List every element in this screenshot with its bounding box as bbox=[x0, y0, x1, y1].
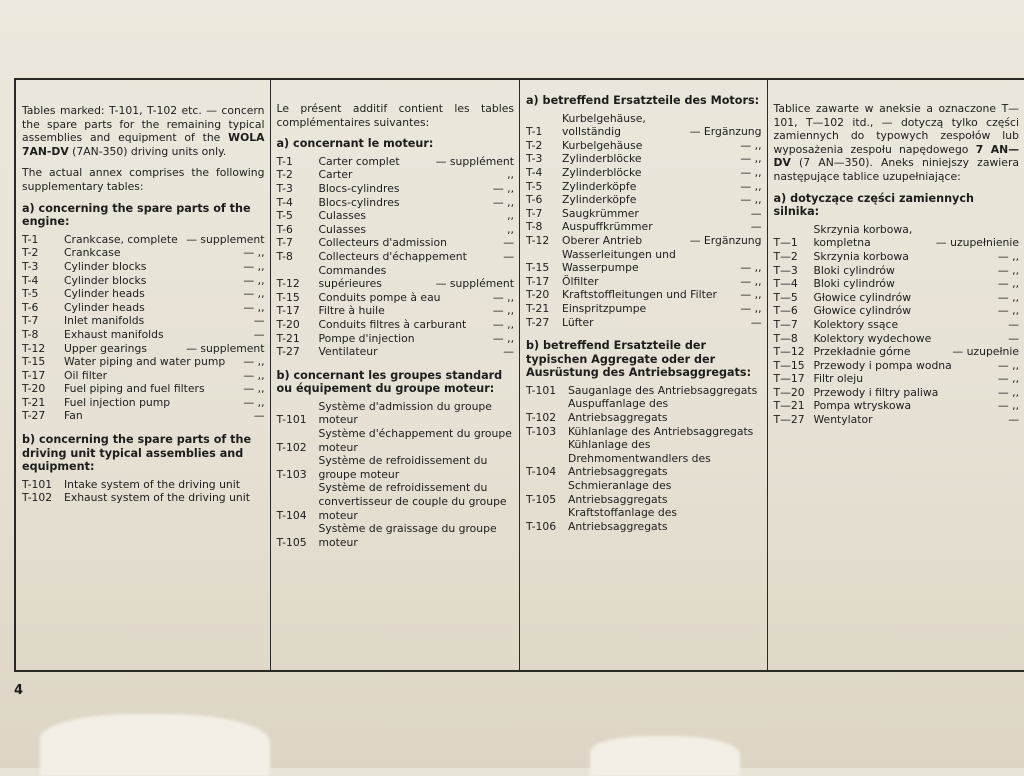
table-code: T-15 bbox=[22, 355, 46, 369]
table-row bbox=[526, 139, 762, 153]
table-code: T—12 bbox=[773, 345, 805, 359]
table-code: T-6 bbox=[22, 300, 39, 314]
english-intro: Tables marked: T-101, T-102 etc. — concern the spare parts for the remaining typical assemblies and equipment of the WOLA 7AN-DV (7AN-350) driving units only. bbox=[22, 104, 265, 158]
table-row bbox=[22, 301, 265, 315]
table-code: T—17 bbox=[773, 372, 805, 386]
supplement-mark: — uzupełnienie bbox=[935, 236, 1019, 250]
table-code: T-8 bbox=[276, 249, 293, 263]
part-name: Kolektory wydechowe bbox=[813, 331, 932, 345]
german-heading-engine: a) betreffend Ersatzteile des Motors: bbox=[526, 94, 760, 107]
supplement-mark: — ,, bbox=[997, 290, 1019, 304]
table-code: T-1 bbox=[22, 232, 39, 246]
table-row bbox=[22, 233, 265, 247]
german-heading-aggregates: b) betreffend Ersatzteile der typischen Aggregate oder der Ausrüstung des Antriebsaggregats: bbox=[526, 339, 752, 380]
french-groups-list bbox=[277, 400, 515, 550]
table-row bbox=[277, 236, 515, 250]
table-code: T-1 bbox=[276, 154, 293, 168]
french-column bbox=[270, 80, 520, 670]
part-name: Kühlanlage des Antriebsaggregats bbox=[568, 424, 754, 438]
table-code: T-2 bbox=[22, 246, 39, 260]
table-code: T-20 bbox=[22, 382, 46, 396]
table-code: T-15 bbox=[526, 261, 550, 275]
supplement-mark: — ,, bbox=[740, 288, 762, 302]
supplement-mark: — ,, bbox=[997, 304, 1019, 318]
table-code: T—7 bbox=[773, 317, 798, 331]
table-code: T—3 bbox=[773, 263, 798, 277]
part-name: Przewody i pompa wodna bbox=[813, 358, 952, 372]
part-name: Conduits filtres à carburant bbox=[318, 317, 467, 331]
table-row bbox=[774, 291, 1019, 305]
table-code: T-104 bbox=[276, 508, 307, 522]
part-name: Przekładnie górne bbox=[813, 345, 911, 359]
supplement-mark: — ,, bbox=[492, 181, 514, 195]
table-code: T-17 bbox=[276, 304, 300, 318]
part-name: Głowice cylindrów bbox=[813, 290, 912, 304]
table-code: T-12 bbox=[526, 233, 550, 247]
supplement-mark: ,, bbox=[507, 209, 514, 223]
table-row bbox=[774, 386, 1019, 400]
supplement-mark: — bbox=[503, 236, 514, 250]
part-name: Upper gearings bbox=[64, 341, 147, 355]
table-row bbox=[22, 491, 265, 505]
part-name: Oberer Antrieb bbox=[562, 233, 643, 247]
table-row bbox=[22, 287, 265, 301]
supplement-mark: — bbox=[1008, 413, 1019, 427]
table-code: T-101 bbox=[22, 477, 53, 491]
part-name: Système d'admission du groupe moteur bbox=[318, 399, 492, 427]
table-code: T—2 bbox=[773, 249, 798, 263]
part-name: Exhaust manifolds bbox=[64, 327, 164, 341]
table-code: T-4 bbox=[276, 195, 293, 209]
table-code: T-3 bbox=[526, 152, 543, 166]
french-intro: Le présent additif contient les tables complémentaires suivantes: bbox=[276, 102, 514, 129]
table-code: T-8 bbox=[22, 327, 39, 341]
supplement-mark: ,, bbox=[507, 168, 514, 182]
part-name: Inlet manifolds bbox=[64, 314, 145, 328]
table-row bbox=[22, 274, 265, 288]
table-row bbox=[526, 506, 762, 533]
supplement-mark: — ,, bbox=[740, 301, 762, 315]
part-name: Fuel injection pump bbox=[64, 395, 171, 409]
table-code: T-20 bbox=[526, 288, 550, 302]
supplement-mark: — ,, bbox=[492, 195, 514, 209]
part-name: Saugkrümmer bbox=[562, 206, 639, 220]
supplement-mark: ,, bbox=[507, 222, 514, 236]
supplement-mark: — ,, bbox=[997, 399, 1019, 413]
table-code: T-2 bbox=[276, 168, 293, 182]
table-code: T-5 bbox=[22, 287, 39, 301]
supplement-mark: — ,, bbox=[997, 277, 1019, 291]
part-name: Kurbelgehäuse bbox=[562, 138, 643, 152]
part-name: Système d'échappement du groupe moteur bbox=[318, 427, 512, 454]
part-name: Kolektory ssące bbox=[813, 317, 899, 331]
table-row bbox=[526, 384, 762, 398]
supplement-mark: — bbox=[750, 206, 762, 220]
table-row bbox=[774, 413, 1019, 427]
supplement-mark: — ,, bbox=[243, 246, 265, 260]
part-name: Cylinder blocks bbox=[64, 259, 147, 273]
english-driving-unit-list bbox=[22, 478, 265, 505]
table-row bbox=[526, 234, 762, 248]
table-code: T-6 bbox=[276, 222, 293, 236]
part-name: Oil filter bbox=[64, 368, 108, 382]
table-code: T-102 bbox=[526, 411, 557, 425]
supplement-mark: — bbox=[1008, 317, 1019, 331]
supplement-mark: — Ergänzung bbox=[689, 233, 762, 247]
table-code: T-17 bbox=[22, 368, 46, 382]
table-row bbox=[774, 318, 1019, 332]
table-row bbox=[526, 166, 762, 180]
table-code: T—27 bbox=[773, 413, 805, 427]
english-heading-engine: a) concerning the spare parts of the engine: bbox=[22, 201, 251, 229]
table-row bbox=[774, 277, 1019, 291]
part-name: Exhaust system of the driving unit bbox=[64, 491, 250, 505]
part-name: Cylinder blocks bbox=[64, 273, 147, 287]
table-row bbox=[526, 302, 762, 316]
supplement-mark: — ,, bbox=[492, 290, 514, 304]
supplement-mark: — Ergänzung bbox=[689, 125, 762, 139]
supplement-mark: — bbox=[503, 345, 514, 359]
french-engine-list bbox=[277, 155, 515, 359]
table-code: T—1 bbox=[773, 236, 798, 250]
part-name: Pompa wtryskowa bbox=[813, 399, 912, 413]
supplement-mark: — supplement bbox=[186, 232, 265, 246]
table-row bbox=[22, 409, 265, 423]
table-row bbox=[526, 425, 762, 439]
part-name: Wasserleitungen und Wasserpumpe bbox=[562, 247, 676, 275]
table-code: T-15 bbox=[276, 290, 300, 304]
english-heading-driving-unit: b) concerning the spare parts of the driving unit typical assemblies and equipment: bbox=[22, 433, 252, 474]
table-row bbox=[277, 155, 515, 169]
table-code: T—6 bbox=[773, 304, 798, 318]
german-column bbox=[519, 80, 767, 670]
part-name: Commandes supérieures bbox=[318, 263, 387, 291]
supplement-mark: — bbox=[253, 327, 265, 341]
table-code: T—8 bbox=[773, 331, 798, 345]
table-row bbox=[22, 314, 265, 328]
table-row bbox=[277, 291, 515, 305]
table-row bbox=[526, 207, 762, 221]
english-intro-2: The actual annex comprises the following supplementary tables: bbox=[22, 166, 265, 193]
table-row bbox=[277, 481, 515, 522]
supplement-mark: — ,, bbox=[243, 355, 265, 369]
table-row bbox=[774, 345, 1019, 359]
supplement-mark: — ,, bbox=[492, 304, 514, 318]
part-name: Filtre à huile bbox=[318, 304, 385, 318]
part-name: Conduits pompe à eau bbox=[318, 290, 441, 304]
supplement-mark: — ,, bbox=[243, 368, 265, 382]
part-name: Crankcase, complete bbox=[64, 232, 178, 246]
part-name: Einspritzpumpe bbox=[562, 301, 647, 315]
table-row bbox=[526, 397, 762, 424]
table-code: T-7 bbox=[276, 236, 293, 250]
polish-intro: Tablice zawarte w aneksie a oznaczone T—101, T—102 itd., — dotyczą tylko części zamiennych do typowych zespołów lub wyposażenia zespołu napędowego 7 AN—DV (7 AN—350). Aneks niniejszy zawiera następujące tablice uzupełniające: bbox=[773, 102, 1019, 183]
table-code: T-21 bbox=[526, 301, 550, 315]
part-name: Système de refroidissement du groupe moteur bbox=[318, 454, 488, 481]
supplement-mark: — ,, bbox=[740, 193, 762, 207]
part-name: Crankcase bbox=[64, 246, 121, 260]
table-code: T-27 bbox=[276, 345, 300, 359]
table-code: T-101 bbox=[526, 383, 557, 397]
polish-column bbox=[767, 80, 1024, 670]
table-row bbox=[526, 275, 762, 289]
table-row bbox=[774, 250, 1019, 264]
table-code: T-102 bbox=[22, 491, 53, 505]
table-code: T-20 bbox=[276, 317, 300, 331]
table-code: T—20 bbox=[773, 385, 805, 399]
table-code: T-103 bbox=[276, 467, 307, 481]
part-name: Cylinder heads bbox=[64, 287, 145, 301]
part-name: Fan bbox=[64, 409, 83, 423]
supplement-mark: — ,, bbox=[740, 165, 762, 179]
supplement-mark: — ,, bbox=[740, 261, 762, 275]
page-number: 4 bbox=[14, 683, 24, 698]
part-name: Collecteurs d'échappement bbox=[318, 249, 467, 263]
table-code: T-102 bbox=[276, 440, 307, 454]
table-row bbox=[22, 355, 265, 369]
table-code: T—21 bbox=[773, 399, 805, 413]
table-row bbox=[277, 454, 515, 481]
polish-heading-engine: a) dotyczące części zamiennych silnika: bbox=[773, 191, 974, 219]
table-row bbox=[774, 304, 1019, 318]
supplement-mark: — bbox=[1008, 331, 1019, 345]
table-row bbox=[526, 180, 762, 194]
table-code: T-27 bbox=[526, 315, 550, 329]
table-row bbox=[526, 438, 762, 479]
part-name: Blocs-cylindres bbox=[318, 181, 400, 195]
table-code: T-7 bbox=[526, 206, 543, 220]
part-name: Bloki cylindrów bbox=[813, 277, 895, 291]
table-code: T-105 bbox=[526, 492, 557, 506]
part-name: Zylinderblöcke bbox=[562, 165, 642, 179]
table-row bbox=[526, 248, 762, 275]
table-code: T-21 bbox=[276, 331, 300, 345]
table-row bbox=[277, 168, 515, 182]
part-name: Blocs-cylindres bbox=[318, 195, 400, 209]
german-engine-list bbox=[526, 112, 762, 330]
supplement-mark: — ,, bbox=[740, 179, 762, 193]
table-code: T-4 bbox=[22, 273, 39, 287]
part-name: Système de graissage du groupe moteur bbox=[318, 522, 497, 549]
table-code: T-5 bbox=[526, 179, 543, 193]
part-name: Auspuffanlage des Antriebsaggregats bbox=[568, 397, 669, 425]
table-row bbox=[277, 196, 515, 210]
table-row bbox=[277, 182, 515, 196]
supplement-mark: — ,, bbox=[243, 273, 265, 287]
table-row bbox=[526, 112, 762, 139]
table-row bbox=[22, 246, 265, 260]
table-row bbox=[22, 328, 265, 342]
table-row bbox=[774, 372, 1019, 386]
part-name: Ölfilter bbox=[562, 274, 599, 288]
english-column bbox=[16, 80, 270, 670]
table-row bbox=[774, 399, 1019, 413]
part-name: Głowice cylindrów bbox=[813, 304, 912, 318]
part-name: Kurbelgehäuse, vollständig bbox=[562, 111, 646, 139]
table-code: T-7 bbox=[22, 314, 39, 328]
table-code: T-12 bbox=[22, 341, 46, 355]
part-name: Filtr oleju bbox=[813, 372, 864, 386]
table-code: T-5 bbox=[276, 209, 293, 223]
supplement-mark: — ,, bbox=[243, 287, 265, 301]
table-code: T-3 bbox=[22, 259, 39, 273]
supplement-mark: — ,, bbox=[243, 300, 265, 314]
supplement-mark: — bbox=[253, 409, 265, 423]
polish-engine-list bbox=[774, 223, 1019, 427]
table-code: T-3 bbox=[276, 181, 293, 195]
table-row bbox=[526, 193, 762, 207]
table-code: T-105 bbox=[276, 535, 307, 549]
table-row bbox=[22, 342, 265, 356]
table-code: T-103 bbox=[526, 424, 557, 438]
table-row bbox=[277, 250, 515, 264]
part-name: Carter bbox=[318, 168, 353, 182]
table-code: T—5 bbox=[773, 290, 798, 304]
table-code: T-104 bbox=[526, 465, 557, 479]
part-name: Cylinder heads bbox=[64, 300, 145, 314]
table-row bbox=[277, 209, 515, 223]
table-row bbox=[774, 223, 1019, 250]
part-name: Schmieranlage des Antriebsaggregats bbox=[568, 479, 672, 506]
part-name: Bloki cylindrów bbox=[813, 263, 895, 277]
supplement-mark: — ,, bbox=[997, 249, 1019, 263]
french-heading-groups: b) concernant les groupes standard ou équipement du groupe moteur: bbox=[276, 368, 503, 396]
table-code: T-4 bbox=[526, 165, 543, 179]
supplement-mark: — supplement bbox=[186, 341, 265, 355]
table-row bbox=[22, 260, 265, 274]
supplement-mark: — ,, bbox=[997, 263, 1019, 277]
table-row bbox=[526, 152, 762, 166]
table-row bbox=[277, 427, 515, 454]
supplement-mark: — bbox=[253, 314, 265, 328]
table-row bbox=[526, 220, 762, 234]
part-name: Skrzynia korbowa, kompletna bbox=[813, 222, 913, 250]
supplement-mark: — ,, bbox=[997, 385, 1019, 399]
table-code: T-12 bbox=[276, 277, 300, 291]
table-row bbox=[774, 264, 1019, 278]
part-name: Kühlanlage des Drehmomentwandlers des Antriebsaggregats bbox=[568, 438, 711, 479]
table-row bbox=[22, 478, 265, 492]
supplement-mark: — supplément bbox=[435, 277, 514, 291]
supplement-mark: — ,, bbox=[740, 138, 762, 152]
supplement-mark: — ,, bbox=[997, 372, 1019, 386]
table-row bbox=[277, 318, 515, 332]
part-name: Culasses bbox=[318, 222, 367, 236]
part-name: Kraftstoffleitungen und Filter bbox=[562, 288, 717, 302]
english-engine-list bbox=[22, 233, 265, 423]
table-code: T—15 bbox=[773, 358, 805, 372]
part-name: Water piping and water pump bbox=[64, 355, 226, 369]
supplement-mark: — ,, bbox=[740, 274, 762, 288]
table-code: T-27 bbox=[22, 409, 46, 423]
table-code: T-106 bbox=[526, 519, 557, 533]
supplement-mark: — supplément bbox=[435, 154, 514, 168]
supplement-mark: — ,, bbox=[492, 331, 514, 345]
part-name: Zylinderblöcke bbox=[562, 152, 642, 166]
table-row bbox=[22, 396, 265, 410]
supplement-mark: — ,, bbox=[243, 259, 265, 273]
table-row bbox=[774, 332, 1019, 346]
part-name: Intake system of the driving unit bbox=[64, 477, 241, 491]
supplement-mark: — ,, bbox=[243, 395, 265, 409]
table-row bbox=[526, 479, 762, 506]
part-name: Kraftstoffanlage des Antriebsaggregats bbox=[568, 506, 678, 533]
french-heading-engine: a) concernant le moteur: bbox=[276, 137, 434, 151]
table-code: T-21 bbox=[22, 395, 46, 409]
german-aggregates-list bbox=[526, 384, 762, 534]
supplement-mark: — ,, bbox=[997, 358, 1019, 372]
worn-edge bbox=[40, 714, 270, 776]
table-code: T-101 bbox=[276, 413, 307, 427]
table-row bbox=[277, 345, 515, 359]
table-code: T-8 bbox=[526, 220, 543, 234]
part-name: Sauganlage des Antriebsaggregats bbox=[568, 383, 758, 397]
table-row bbox=[277, 400, 515, 427]
table-row bbox=[277, 522, 515, 549]
table-row bbox=[277, 304, 515, 318]
part-name: Przewody i filtry paliwa bbox=[813, 385, 939, 399]
supplement-mark: — ,, bbox=[492, 317, 514, 331]
supplement-mark: — bbox=[750, 220, 762, 234]
table-row bbox=[774, 359, 1019, 373]
part-name: Fuel piping and fuel filters bbox=[64, 382, 205, 396]
supplement-table bbox=[14, 78, 1024, 672]
part-name: Wentylator bbox=[813, 413, 873, 427]
part-name: Zylinderköpfe bbox=[562, 179, 637, 193]
table-row bbox=[277, 332, 515, 346]
part-name: Skrzynia korbowa bbox=[813, 249, 909, 263]
supplement-mark: — uzupełnie bbox=[952, 345, 1019, 359]
part-name: Zylinderköpfe bbox=[562, 193, 637, 207]
part-name: Système de refroidissement du convertisseur de couple du groupe moteur bbox=[318, 481, 507, 522]
table-row bbox=[22, 382, 265, 396]
part-name: Collecteurs d'admission bbox=[318, 236, 447, 250]
table-row bbox=[22, 369, 265, 383]
table-row bbox=[526, 316, 762, 330]
table-row bbox=[526, 288, 762, 302]
part-name: Ventilateur bbox=[318, 345, 378, 359]
part-name: Culasses bbox=[318, 209, 367, 223]
supplement-mark: — bbox=[503, 249, 514, 263]
table-row bbox=[277, 264, 515, 291]
table-code: T-17 bbox=[526, 274, 550, 288]
table-code: T-2 bbox=[526, 138, 543, 152]
table-code: T-1 bbox=[526, 125, 543, 139]
table-row bbox=[277, 223, 515, 237]
part-name: Auspuffkrümmer bbox=[562, 220, 653, 234]
supplement-mark: — bbox=[750, 315, 762, 329]
supplement-mark: — ,, bbox=[243, 382, 265, 396]
table-code: T-6 bbox=[526, 193, 543, 207]
supplement-mark: — ,, bbox=[740, 152, 762, 166]
part-name: Pompe d'injection bbox=[318, 331, 415, 345]
table-code: T—4 bbox=[773, 277, 798, 291]
part-name: Lüfter bbox=[562, 315, 594, 329]
worn-edge bbox=[590, 736, 740, 776]
part-name: Carter complet bbox=[318, 154, 400, 168]
